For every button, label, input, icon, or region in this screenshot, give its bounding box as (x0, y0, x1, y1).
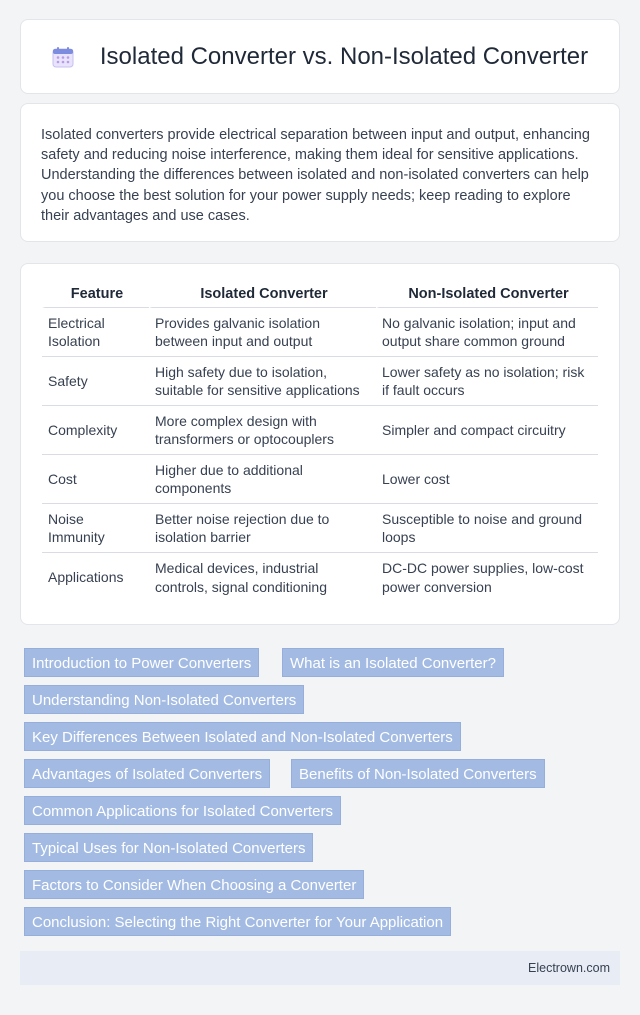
comparison-table (42, 281, 598, 602)
title-card (20, 19, 620, 94)
header-feature: Feature (42, 281, 149, 308)
link-conclusion[interactable]: Conclusion: Selecting the Right Converter for Your Application (24, 907, 451, 936)
comparison-table-card (20, 263, 620, 625)
row-feature: Electrical Isolation (42, 308, 149, 357)
link-benefits-non-isolated[interactable]: Benefits of Non-Isolated Converters (291, 759, 545, 788)
link-introduction[interactable]: Introduction to Power Converters (24, 648, 259, 677)
row-non-isolated: No galvanic isolation; input and output share common ground (376, 308, 598, 357)
row-isolated: Higher due to additional components (149, 455, 376, 504)
row-feature: Noise Immunity (42, 504, 149, 553)
row-feature: Cost (42, 455, 149, 504)
intro-paragraph: Isolated converters provide electrical separation between input and output, enhancing safety and reducing noise interference, making them ideal for sensitive applications. Understanding the differences between isolated and non-isolated converters can help you choose the best solution for your power supply needs; keep reading to explore their advantages and use cases. (41, 127, 590, 224)
table-row (42, 357, 598, 406)
header-isolated: Isolated Converter (149, 281, 376, 308)
row-feature: Complexity (42, 406, 149, 455)
row-isolated: High safety due to isolation, suitable for sensitive applications (149, 357, 376, 406)
row-non-isolated: DC-DC power supplies, low-cost power conversion (382, 560, 584, 595)
link-factors[interactable]: Factors to Consider When Choosing a Converter (24, 870, 364, 899)
row-feature: Safety (42, 357, 149, 406)
row-isolated: Medical devices, industrial controls, signal conditioning (155, 560, 327, 595)
footer (20, 951, 620, 985)
row-non-isolated: Simpler and compact circuitry (376, 406, 598, 455)
table-row (42, 504, 598, 553)
table-header-row (42, 281, 598, 308)
row-non-isolated: Susceptible to noise and ground loops (376, 504, 598, 553)
row-isolated: Provides galvanic isolation between input and output (149, 308, 376, 357)
table-row (42, 308, 598, 357)
row-non-isolated: Lower safety as no isolation; risk if fault occurs (376, 357, 598, 406)
link-understanding-non-isolated[interactable]: Understanding Non-Isolated Converters (24, 685, 304, 714)
link-advantages-isolated[interactable]: Advantages of Isolated Converters (24, 759, 270, 788)
intro-card (20, 103, 620, 242)
link-what-is-isolated[interactable]: What is an Isolated Converter? (282, 648, 504, 677)
row-isolated: More complex design with transformers or optocouplers (149, 406, 376, 455)
calendar-grid-icon (52, 46, 74, 68)
table-row (42, 553, 598, 602)
row-feature: Applications (48, 569, 124, 586)
header-non-isolated: Non-Isolated Converter (376, 281, 598, 308)
link-uses-non-isolated[interactable]: Typical Uses for Non-Isolated Converters (24, 833, 313, 862)
row-non-isolated: Lower cost (376, 455, 598, 504)
link-key-differences[interactable]: Key Differences Between Isolated and Non-Isolated Converters (24, 722, 461, 751)
footer-site-name: Electrown.com (528, 961, 610, 975)
page-title: Isolated Converter vs. Non-Isolated Converter (99, 42, 589, 70)
link-applications-isolated[interactable]: Common Applications for Isolated Converters (24, 796, 341, 825)
table-row (42, 455, 598, 504)
table-row (42, 406, 598, 455)
row-isolated: Better noise rejection due to isolation barrier (149, 504, 376, 553)
